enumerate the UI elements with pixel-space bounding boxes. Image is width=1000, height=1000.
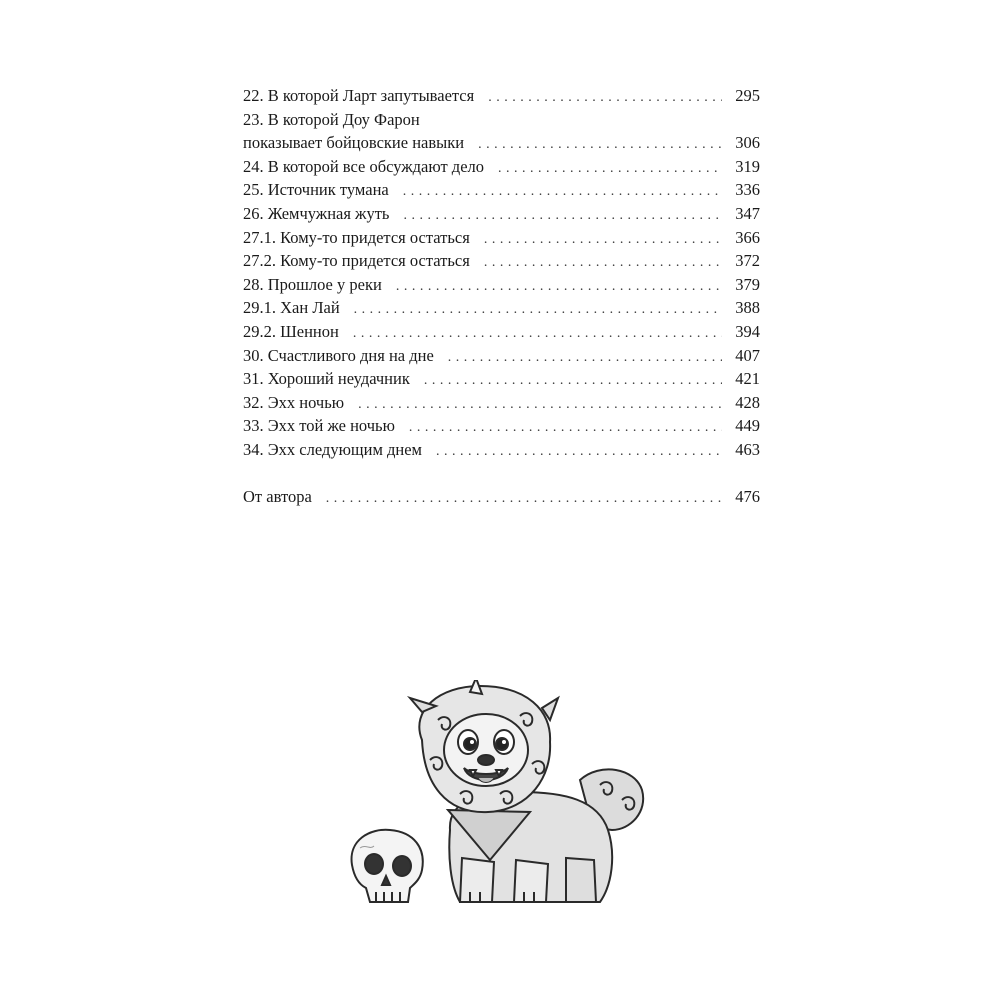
toc-entry-page: 379 [735, 274, 760, 294]
toc-entry-page: 366 [735, 227, 760, 247]
toc-entry [243, 155, 760, 179]
dot-leader [478, 133, 722, 157]
dot-leader [358, 393, 722, 417]
dot-leader [424, 369, 722, 393]
toc-entry-page: 372 [735, 251, 760, 271]
skull-icon [352, 830, 423, 902]
toc-entry-title: 31. Хороший неудачник [243, 369, 410, 389]
toc-entry [243, 320, 760, 344]
toc-entry-page: 421 [735, 369, 760, 389]
toc-entry-page: 306 [735, 133, 760, 153]
dot-leader [326, 487, 722, 511]
toc-entry-title: 24. В которой все обсуждают дело [243, 156, 485, 176]
toc-entry [243, 367, 760, 391]
toc-entry-title: От автора [243, 486, 312, 506]
toc-entry [243, 296, 760, 320]
toc-entry-page: 428 [735, 392, 760, 412]
toc-entry-title: 26. Жемчужная жуть [243, 203, 390, 223]
toc-entry-title: 27.2. Кому-то придется остаться [243, 251, 470, 271]
toc-entry [243, 178, 760, 202]
toc-entry [243, 131, 760, 155]
toc-entry [243, 344, 760, 368]
dot-leader [448, 346, 722, 370]
toc-entry-title: показывает бойцовские навыки [243, 133, 465, 153]
table-of-contents [243, 84, 760, 508]
toc-entry-page: 347 [735, 203, 760, 223]
toc-entry-page: 394 [735, 321, 760, 341]
toc-entry [243, 414, 760, 438]
toc-afterword [243, 485, 760, 509]
toc-entry-title: 23. В которой Доу Фарон [243, 109, 420, 129]
dot-leader [436, 440, 722, 464]
dot-leader [484, 228, 722, 252]
dot-leader [354, 298, 722, 322]
dot-leader [353, 322, 722, 346]
toc-entry-title: 29.2. Шеннон [243, 321, 339, 341]
toc-entry [243, 108, 760, 132]
toc-entry [243, 202, 760, 226]
toc-entry [243, 226, 760, 250]
stone-lion-dog-icon [410, 680, 643, 902]
toc-entry-title: 33. Эхх той же ночью [243, 416, 395, 436]
dot-leader [409, 416, 722, 440]
dot-leader [484, 251, 722, 275]
toc-entry-title: 32. Эхх ночью [243, 392, 345, 412]
toc-entry [243, 391, 760, 415]
toc-entry-page: 449 [735, 416, 760, 436]
toc-entry [243, 438, 760, 462]
toc-entry-title: 25. Источник тумана [243, 180, 389, 200]
dot-leader [488, 86, 722, 110]
toc-entry-title: 27.1. Кому-то придется остаться [243, 227, 470, 247]
toc-entry-page: 295 [735, 86, 760, 105]
toc-entry-page: 319 [735, 156, 760, 176]
toc-entry-title: 29.1. Хан Лай [243, 298, 340, 318]
toc-entry-title: 34. Эхх следующим днем [243, 439, 422, 459]
toc-entry-page: 388 [735, 298, 760, 318]
dot-leader [396, 275, 722, 299]
toc-entry-title: 28. Прошлое у реки [243, 274, 382, 294]
toc-entry-page: 476 [735, 486, 760, 506]
toc-entry-title: 22. В которой Ларт запутывается [243, 86, 475, 105]
toc-entry-page: 407 [735, 345, 760, 365]
dot-leader [403, 204, 722, 228]
dot-leader [403, 180, 722, 204]
toc-entry [243, 84, 760, 108]
toc-entry-page: 463 [735, 439, 760, 459]
toc-entry-page: 336 [735, 180, 760, 200]
toc-entry [243, 249, 760, 273]
toc-spacer [243, 462, 760, 485]
toc-entry [243, 273, 760, 297]
illustration [330, 680, 660, 920]
dot-leader [498, 157, 722, 181]
toc-entry-title: 30. Счастливого дня на дне [243, 345, 434, 365]
